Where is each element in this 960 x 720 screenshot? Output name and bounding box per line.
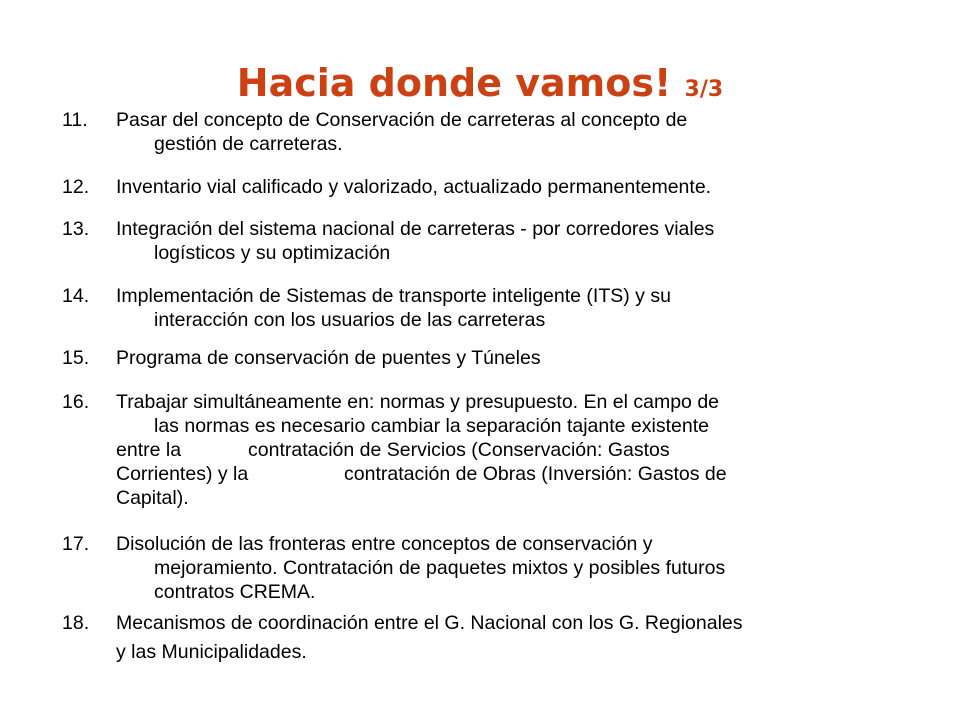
item-text-line: mejoramiento. Contratación de paquetes mixtos y posibles futuros (154, 557, 726, 579)
item-text-line: entre la (116, 439, 182, 461)
slide-title (0, 61, 960, 112)
item-number: 13. (62, 218, 90, 240)
item-text-line: logísticos y su optimización (154, 242, 391, 264)
page-indicator: 3/3 (684, 77, 724, 103)
item-text-line: contratación de Obras (Inversión: Gastos de (344, 463, 727, 485)
item-text-line: contratación de Servicios (Conservación: Gastos (248, 439, 670, 461)
item-text-line: contratos CREMA. (154, 581, 316, 603)
item-text-line: y las Municipalidades. (116, 641, 307, 663)
item-number: 17. (62, 533, 90, 555)
item-text-line: Programa de conservación de puentes y Túneles (116, 347, 541, 369)
item-number: 16. (62, 391, 90, 413)
item-number: 18. (62, 612, 90, 634)
item-text-line: Implementación de Sistemas de transporte inteligente (ITS) y su (116, 285, 671, 307)
item-text-line: Integración del sistema nacional de carreteras - por corredores viales (116, 218, 715, 240)
item-number: 11. (62, 109, 88, 131)
item-number: 12. (62, 176, 90, 198)
item-text-line: interacción con los usuarios de las carreteras (154, 309, 546, 331)
item-text-line: Inventario vial calificado y valorizado, actualizado permanentemente. (116, 176, 712, 198)
item-text-line: Disolución de las fronteras entre conceptos de conservación y (116, 533, 653, 555)
item-number: 14. (62, 285, 90, 307)
item-text-line: Corrientes) y la (116, 463, 249, 485)
item-text-line: Capital). (116, 487, 189, 509)
item-text-line: Trabajar simultáneamente en: normas y presupuesto. En el campo de (116, 391, 720, 413)
item-text-line: gestión de carreteras. (154, 133, 343, 155)
item-number: 15. (62, 347, 90, 369)
item-text-line: Mecanismos de coordinación entre el G. Nacional con los G. Regionales (116, 612, 743, 634)
item-text-line: las normas es necesario cambiar la separación tajante existente (154, 415, 709, 437)
item-text-line: Pasar del concepto de Conservación de carreteras al concepto de (116, 109, 688, 131)
slide-title-text: Hacia donde vamos! (236, 61, 672, 106)
